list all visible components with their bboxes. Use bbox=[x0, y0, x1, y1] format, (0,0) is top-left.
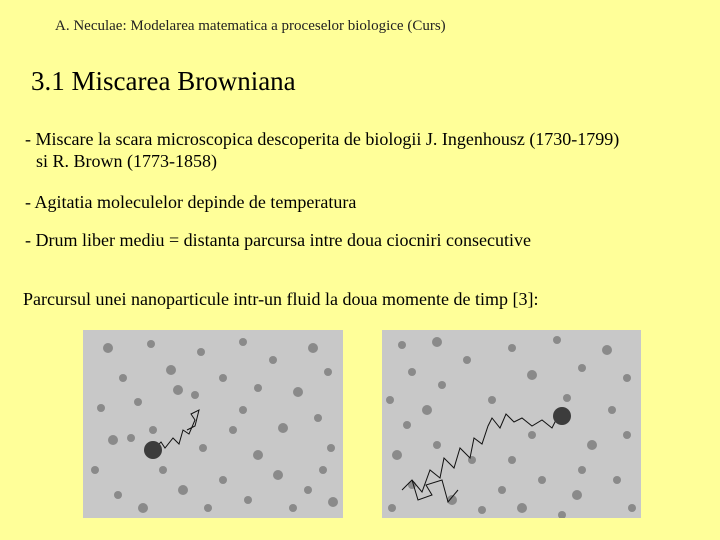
slide-title: 3.1 Miscarea Browniana bbox=[31, 66, 296, 96]
bullet-discovery-line1: - Miscare la scara microscopica descoperita de biologii J. Ingenhousz (1730-1799) bbox=[25, 129, 620, 149]
bullet-discovery-line2: si R. Brown (1773-1858) bbox=[36, 151, 217, 171]
brownian-panel-early bbox=[83, 330, 343, 518]
brownian-image-early bbox=[83, 330, 343, 518]
brownian-image-late bbox=[382, 330, 641, 518]
bullet-mean-free-path: - Drum liber mediu = distanta parcursa intre doua ciocniri consecutive bbox=[25, 230, 531, 250]
bullet-temperature: - Agitatia moleculelor depinde de temperatura bbox=[25, 192, 357, 212]
bullet-discovery bbox=[25, 128, 619, 172]
slide-header: A. Neculae: Modelarea matematica a proceselor biologice (Curs) bbox=[55, 18, 446, 34]
figure-caption: Parcursul unei nanoparticule intr-un fluid la doua momente de timp [3]: bbox=[23, 289, 539, 309]
brownian-panel-late bbox=[382, 330, 641, 518]
